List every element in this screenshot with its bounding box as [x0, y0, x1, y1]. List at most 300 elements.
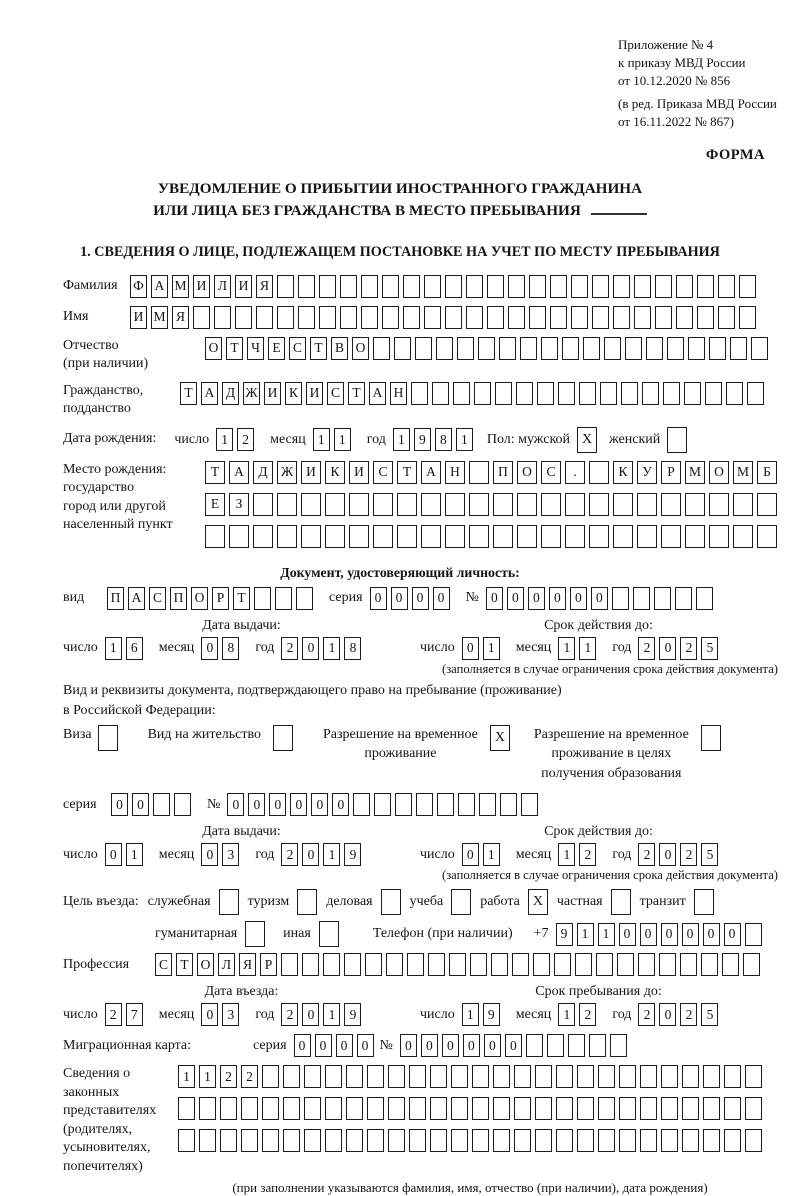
- char-box[interactable]: З: [229, 493, 249, 516]
- char-box[interactable]: 2: [220, 1065, 237, 1088]
- char-box[interactable]: [340, 306, 357, 329]
- char-box[interactable]: [499, 337, 516, 360]
- char-box[interactable]: [479, 793, 496, 816]
- char-box[interactable]: [612, 587, 629, 610]
- char-box[interactable]: [667, 337, 684, 360]
- char-box[interactable]: 0: [311, 793, 328, 816]
- char-box[interactable]: 1: [323, 843, 340, 866]
- char-box[interactable]: [663, 382, 680, 405]
- char-box[interactable]: [537, 382, 554, 405]
- char-box[interactable]: [388, 1097, 405, 1120]
- char-box[interactable]: [558, 382, 575, 405]
- char-box[interactable]: 7: [126, 1003, 143, 1026]
- char-box[interactable]: [604, 337, 621, 360]
- char-box[interactable]: И: [130, 306, 147, 329]
- char-box[interactable]: 0: [442, 1034, 459, 1057]
- char-box[interactable]: С: [327, 382, 344, 405]
- char-box[interactable]: [430, 1129, 447, 1152]
- char-box[interactable]: И: [193, 275, 210, 298]
- char-box[interactable]: [637, 493, 657, 516]
- char-box[interactable]: [613, 493, 633, 516]
- char-box[interactable]: [718, 306, 735, 329]
- visa-checkbox[interactable]: [98, 725, 118, 751]
- char-box[interactable]: [451, 1097, 468, 1120]
- char-box[interactable]: [430, 1065, 447, 1088]
- char-box[interactable]: [277, 493, 297, 516]
- char-box[interactable]: [526, 1034, 543, 1057]
- char-box[interactable]: [675, 587, 692, 610]
- char-box[interactable]: 0: [294, 1034, 311, 1057]
- char-box[interactable]: [199, 1129, 216, 1152]
- char-box[interactable]: [346, 1065, 363, 1088]
- char-box[interactable]: [512, 953, 529, 976]
- char-box[interactable]: 1: [598, 923, 615, 946]
- char-box[interactable]: [533, 953, 550, 976]
- char-box[interactable]: О: [517, 461, 537, 484]
- char-box[interactable]: О: [205, 337, 222, 360]
- char-box[interactable]: [382, 306, 399, 329]
- char-box[interactable]: [596, 953, 613, 976]
- char-box[interactable]: [613, 275, 630, 298]
- char-box[interactable]: [634, 306, 651, 329]
- char-box[interactable]: [535, 1065, 552, 1088]
- char-box[interactable]: 9: [556, 923, 573, 946]
- char-box[interactable]: 1: [393, 428, 410, 451]
- char-box[interactable]: [214, 306, 231, 329]
- char-box[interactable]: [472, 1065, 489, 1088]
- char-box[interactable]: 2: [638, 637, 655, 660]
- char-box[interactable]: [642, 382, 659, 405]
- char-box[interactable]: [508, 306, 525, 329]
- purpose-study-checkbox[interactable]: [451, 889, 471, 915]
- char-box[interactable]: [493, 1129, 510, 1152]
- char-box[interactable]: [577, 1097, 594, 1120]
- char-box[interactable]: А: [229, 461, 249, 484]
- char-box[interactable]: 1: [483, 843, 500, 866]
- char-box[interactable]: [241, 1097, 258, 1120]
- char-box[interactable]: [304, 1129, 321, 1152]
- char-box[interactable]: 1: [323, 1003, 340, 1026]
- char-box[interactable]: П: [170, 587, 187, 610]
- char-box[interactable]: Л: [214, 275, 231, 298]
- char-box[interactable]: [458, 793, 475, 816]
- char-box[interactable]: Т: [397, 461, 417, 484]
- char-box[interactable]: [565, 525, 585, 548]
- char-box[interactable]: [437, 793, 454, 816]
- gender-female-checkbox[interactable]: [667, 427, 687, 453]
- char-box[interactable]: [409, 1097, 426, 1120]
- char-box[interactable]: [589, 493, 609, 516]
- char-box[interactable]: 2: [241, 1065, 258, 1088]
- char-box[interactable]: [508, 275, 525, 298]
- gender-male-checkbox[interactable]: X: [577, 427, 597, 453]
- char-box[interactable]: [277, 525, 297, 548]
- char-box[interactable]: 8: [344, 637, 361, 660]
- char-box[interactable]: [751, 337, 768, 360]
- char-box[interactable]: [619, 1065, 636, 1088]
- char-box[interactable]: [451, 1065, 468, 1088]
- char-box[interactable]: [529, 306, 546, 329]
- char-box[interactable]: В: [331, 337, 348, 360]
- char-box[interactable]: Е: [205, 493, 225, 516]
- char-box[interactable]: [589, 461, 609, 484]
- char-box[interactable]: [621, 382, 638, 405]
- char-box[interactable]: П: [493, 461, 513, 484]
- char-box[interactable]: С: [373, 461, 393, 484]
- char-box[interactable]: 3: [222, 1003, 239, 1026]
- char-box[interactable]: [637, 525, 657, 548]
- char-box[interactable]: [424, 306, 441, 329]
- char-box[interactable]: [403, 306, 420, 329]
- char-box[interactable]: 0: [227, 793, 244, 816]
- char-box[interactable]: У: [637, 461, 657, 484]
- char-box[interactable]: [325, 493, 345, 516]
- char-box[interactable]: [493, 493, 513, 516]
- char-box[interactable]: 9: [344, 843, 361, 866]
- char-box[interactable]: [640, 1065, 657, 1088]
- char-box[interactable]: [319, 275, 336, 298]
- temp-residence-checkbox[interactable]: X: [490, 725, 510, 751]
- char-box[interactable]: 0: [570, 587, 587, 610]
- char-box[interactable]: 0: [302, 637, 319, 660]
- purpose-work-checkbox[interactable]: X: [528, 889, 548, 915]
- char-box[interactable]: 0: [336, 1034, 353, 1057]
- char-box[interactable]: [634, 275, 651, 298]
- char-box[interactable]: [571, 275, 588, 298]
- char-box[interactable]: [757, 525, 777, 548]
- char-box[interactable]: [556, 1129, 573, 1152]
- char-box[interactable]: 0: [661, 923, 678, 946]
- char-box[interactable]: [374, 793, 391, 816]
- char-box[interactable]: [319, 306, 336, 329]
- char-box[interactable]: [262, 1129, 279, 1152]
- char-box[interactable]: [577, 1065, 594, 1088]
- char-box[interactable]: И: [235, 275, 252, 298]
- char-box[interactable]: [598, 1097, 615, 1120]
- purpose-tourism-checkbox[interactable]: [297, 889, 317, 915]
- char-box[interactable]: [550, 275, 567, 298]
- char-box[interactable]: [739, 275, 756, 298]
- char-box[interactable]: [520, 337, 537, 360]
- char-box[interactable]: [493, 1065, 510, 1088]
- char-box[interactable]: [500, 793, 517, 816]
- char-box[interactable]: [472, 1097, 489, 1120]
- char-box[interactable]: М: [172, 275, 189, 298]
- char-box[interactable]: М: [685, 461, 705, 484]
- char-box[interactable]: [709, 493, 729, 516]
- char-box[interactable]: [373, 493, 393, 516]
- char-box[interactable]: [457, 337, 474, 360]
- char-box[interactable]: [394, 337, 411, 360]
- char-box[interactable]: [373, 525, 393, 548]
- char-box[interactable]: [283, 1097, 300, 1120]
- char-box[interactable]: 0: [370, 587, 387, 610]
- char-box[interactable]: [724, 1065, 741, 1088]
- char-box[interactable]: [367, 1065, 384, 1088]
- char-box[interactable]: [353, 793, 370, 816]
- char-box[interactable]: [493, 525, 513, 548]
- char-box[interactable]: [745, 923, 762, 946]
- char-box[interactable]: 9: [344, 1003, 361, 1026]
- char-box[interactable]: О: [352, 337, 369, 360]
- char-box[interactable]: [256, 306, 273, 329]
- char-box[interactable]: [323, 953, 340, 976]
- char-box[interactable]: 0: [507, 587, 524, 610]
- char-box[interactable]: [556, 1097, 573, 1120]
- char-box[interactable]: [535, 1097, 552, 1120]
- char-box[interactable]: 0: [549, 587, 566, 610]
- char-box[interactable]: [743, 953, 760, 976]
- char-box[interactable]: [487, 306, 504, 329]
- char-box[interactable]: [403, 275, 420, 298]
- char-box[interactable]: [388, 1065, 405, 1088]
- char-box[interactable]: 0: [332, 793, 349, 816]
- char-box[interactable]: [277, 306, 294, 329]
- char-box[interactable]: Р: [260, 953, 277, 976]
- char-box[interactable]: [407, 953, 424, 976]
- char-box[interactable]: 0: [315, 1034, 332, 1057]
- char-box[interactable]: [701, 953, 718, 976]
- char-box[interactable]: 1: [334, 428, 351, 451]
- char-box[interactable]: [535, 1129, 552, 1152]
- char-box[interactable]: [349, 525, 369, 548]
- char-box[interactable]: [424, 275, 441, 298]
- char-box[interactable]: [325, 1065, 342, 1088]
- char-box[interactable]: [688, 337, 705, 360]
- char-box[interactable]: [220, 1097, 237, 1120]
- char-box[interactable]: 2: [680, 637, 697, 660]
- char-box[interactable]: [682, 1129, 699, 1152]
- char-box[interactable]: [696, 587, 713, 610]
- char-box[interactable]: 0: [659, 843, 676, 866]
- char-box[interactable]: 0: [412, 587, 429, 610]
- char-box[interactable]: И: [349, 461, 369, 484]
- char-box[interactable]: 0: [248, 793, 265, 816]
- char-box[interactable]: [436, 337, 453, 360]
- char-box[interactable]: Т: [205, 461, 225, 484]
- char-box[interactable]: [277, 275, 294, 298]
- char-box[interactable]: 0: [269, 793, 286, 816]
- char-box[interactable]: Я: [172, 306, 189, 329]
- char-box[interactable]: О: [191, 587, 208, 610]
- char-box[interactable]: [598, 1065, 615, 1088]
- char-box[interactable]: [395, 793, 412, 816]
- char-box[interactable]: О: [709, 461, 729, 484]
- char-box[interactable]: [302, 953, 319, 976]
- char-box[interactable]: [386, 953, 403, 976]
- char-box[interactable]: [432, 382, 449, 405]
- char-box[interactable]: [718, 275, 735, 298]
- char-box[interactable]: 2: [579, 843, 596, 866]
- char-box[interactable]: Т: [348, 382, 365, 405]
- char-box[interactable]: [661, 525, 681, 548]
- char-box[interactable]: [541, 525, 561, 548]
- char-box[interactable]: [283, 1065, 300, 1088]
- char-box[interactable]: [655, 306, 672, 329]
- char-box[interactable]: [397, 525, 417, 548]
- char-box[interactable]: [703, 1097, 720, 1120]
- char-box[interactable]: [661, 1097, 678, 1120]
- char-box[interactable]: 0: [484, 1034, 501, 1057]
- char-box[interactable]: [453, 382, 470, 405]
- char-box[interactable]: 2: [281, 843, 298, 866]
- char-box[interactable]: 0: [703, 923, 720, 946]
- char-box[interactable]: [745, 1065, 762, 1088]
- char-box[interactable]: 1: [216, 428, 233, 451]
- char-box[interactable]: 0: [201, 843, 218, 866]
- char-box[interactable]: 5: [701, 1003, 718, 1026]
- char-box[interactable]: [469, 525, 489, 548]
- char-box[interactable]: [547, 1034, 564, 1057]
- char-box[interactable]: 3: [222, 843, 239, 866]
- char-box[interactable]: [325, 1129, 342, 1152]
- char-box[interactable]: [684, 382, 701, 405]
- char-box[interactable]: 0: [421, 1034, 438, 1057]
- char-box[interactable]: 2: [638, 843, 655, 866]
- char-box[interactable]: 0: [400, 1034, 417, 1057]
- char-box[interactable]: [254, 587, 271, 610]
- purpose-other-checkbox[interactable]: [319, 921, 339, 947]
- char-box[interactable]: [709, 525, 729, 548]
- char-box[interactable]: 2: [638, 1003, 655, 1026]
- char-box[interactable]: [705, 382, 722, 405]
- purpose-humanitarian-checkbox[interactable]: [245, 921, 265, 947]
- char-box[interactable]: [253, 493, 273, 516]
- char-box[interactable]: [469, 493, 489, 516]
- char-box[interactable]: С: [155, 953, 172, 976]
- char-box[interactable]: 0: [528, 587, 545, 610]
- char-box[interactable]: [568, 1034, 585, 1057]
- char-box[interactable]: [466, 306, 483, 329]
- char-box[interactable]: 0: [462, 843, 479, 866]
- char-box[interactable]: 2: [579, 1003, 596, 1026]
- char-box[interactable]: 2: [281, 1003, 298, 1026]
- char-box[interactable]: .: [565, 461, 585, 484]
- char-box[interactable]: [661, 1065, 678, 1088]
- char-box[interactable]: М: [151, 306, 168, 329]
- char-box[interactable]: [382, 275, 399, 298]
- char-box[interactable]: 0: [505, 1034, 522, 1057]
- char-box[interactable]: 0: [132, 793, 149, 816]
- char-box[interactable]: [598, 1129, 615, 1152]
- char-box[interactable]: [367, 1097, 384, 1120]
- char-box[interactable]: 0: [486, 587, 503, 610]
- char-box[interactable]: [619, 1097, 636, 1120]
- char-box[interactable]: 0: [463, 1034, 480, 1057]
- char-box[interactable]: [199, 1097, 216, 1120]
- char-box[interactable]: 0: [724, 923, 741, 946]
- char-box[interactable]: [298, 306, 315, 329]
- char-box[interactable]: [703, 1065, 720, 1088]
- char-box[interactable]: А: [151, 275, 168, 298]
- char-box[interactable]: 1: [462, 1003, 479, 1026]
- purpose-private-checkbox[interactable]: [611, 889, 631, 915]
- char-box[interactable]: [472, 1129, 489, 1152]
- char-box[interactable]: 1: [558, 843, 575, 866]
- char-box[interactable]: [193, 306, 210, 329]
- char-box[interactable]: Т: [176, 953, 193, 976]
- char-box[interactable]: 1: [178, 1065, 195, 1088]
- char-box[interactable]: [298, 275, 315, 298]
- char-box[interactable]: [697, 275, 714, 298]
- char-box[interactable]: [514, 1097, 531, 1120]
- char-box[interactable]: [592, 275, 609, 298]
- char-box[interactable]: [445, 275, 462, 298]
- char-box[interactable]: [411, 382, 428, 405]
- char-box[interactable]: П: [107, 587, 124, 610]
- char-box[interactable]: 0: [433, 587, 450, 610]
- char-box[interactable]: [638, 953, 655, 976]
- char-box[interactable]: [301, 493, 321, 516]
- char-box[interactable]: 0: [302, 843, 319, 866]
- char-box[interactable]: Ч: [247, 337, 264, 360]
- char-box[interactable]: [301, 525, 321, 548]
- char-box[interactable]: Д: [222, 382, 239, 405]
- char-box[interactable]: [583, 337, 600, 360]
- char-box[interactable]: 1: [323, 637, 340, 660]
- char-box[interactable]: [262, 1097, 279, 1120]
- char-box[interactable]: 9: [414, 428, 431, 451]
- char-box[interactable]: 0: [640, 923, 657, 946]
- char-box[interactable]: [253, 525, 273, 548]
- char-box[interactable]: [325, 1097, 342, 1120]
- char-box[interactable]: [577, 1129, 594, 1152]
- char-box[interactable]: [619, 1129, 636, 1152]
- char-box[interactable]: [361, 306, 378, 329]
- char-box[interactable]: [304, 1065, 321, 1088]
- char-box[interactable]: [325, 525, 345, 548]
- char-box[interactable]: Н: [390, 382, 407, 405]
- char-box[interactable]: А: [201, 382, 218, 405]
- char-box[interactable]: М: [733, 461, 753, 484]
- char-box[interactable]: [495, 382, 512, 405]
- char-box[interactable]: [625, 337, 642, 360]
- char-box[interactable]: [470, 953, 487, 976]
- char-box[interactable]: [373, 337, 390, 360]
- char-box[interactable]: [747, 382, 764, 405]
- char-box[interactable]: [654, 587, 671, 610]
- char-box[interactable]: И: [301, 461, 321, 484]
- char-box[interactable]: 8: [222, 637, 239, 660]
- char-box[interactable]: [646, 337, 663, 360]
- char-box[interactable]: 0: [659, 1003, 676, 1026]
- char-box[interactable]: [283, 1129, 300, 1152]
- char-box[interactable]: 0: [591, 587, 608, 610]
- char-box[interactable]: Ж: [243, 382, 260, 405]
- char-box[interactable]: [575, 953, 592, 976]
- char-box[interactable]: И: [264, 382, 281, 405]
- char-box[interactable]: [514, 1065, 531, 1088]
- char-box[interactable]: 0: [105, 843, 122, 866]
- char-box[interactable]: [421, 525, 441, 548]
- char-box[interactable]: К: [613, 461, 633, 484]
- char-box[interactable]: С: [541, 461, 561, 484]
- char-box[interactable]: А: [421, 461, 441, 484]
- char-box[interactable]: [521, 793, 538, 816]
- char-box[interactable]: [659, 953, 676, 976]
- char-box[interactable]: [613, 525, 633, 548]
- char-box[interactable]: [541, 337, 558, 360]
- char-box[interactable]: [445, 306, 462, 329]
- char-box[interactable]: К: [285, 382, 302, 405]
- char-box[interactable]: О: [197, 953, 214, 976]
- char-box[interactable]: [633, 587, 650, 610]
- char-box[interactable]: [445, 525, 465, 548]
- char-box[interactable]: 1: [558, 637, 575, 660]
- char-box[interactable]: Р: [212, 587, 229, 610]
- char-box[interactable]: [346, 1129, 363, 1152]
- char-box[interactable]: 0: [659, 637, 676, 660]
